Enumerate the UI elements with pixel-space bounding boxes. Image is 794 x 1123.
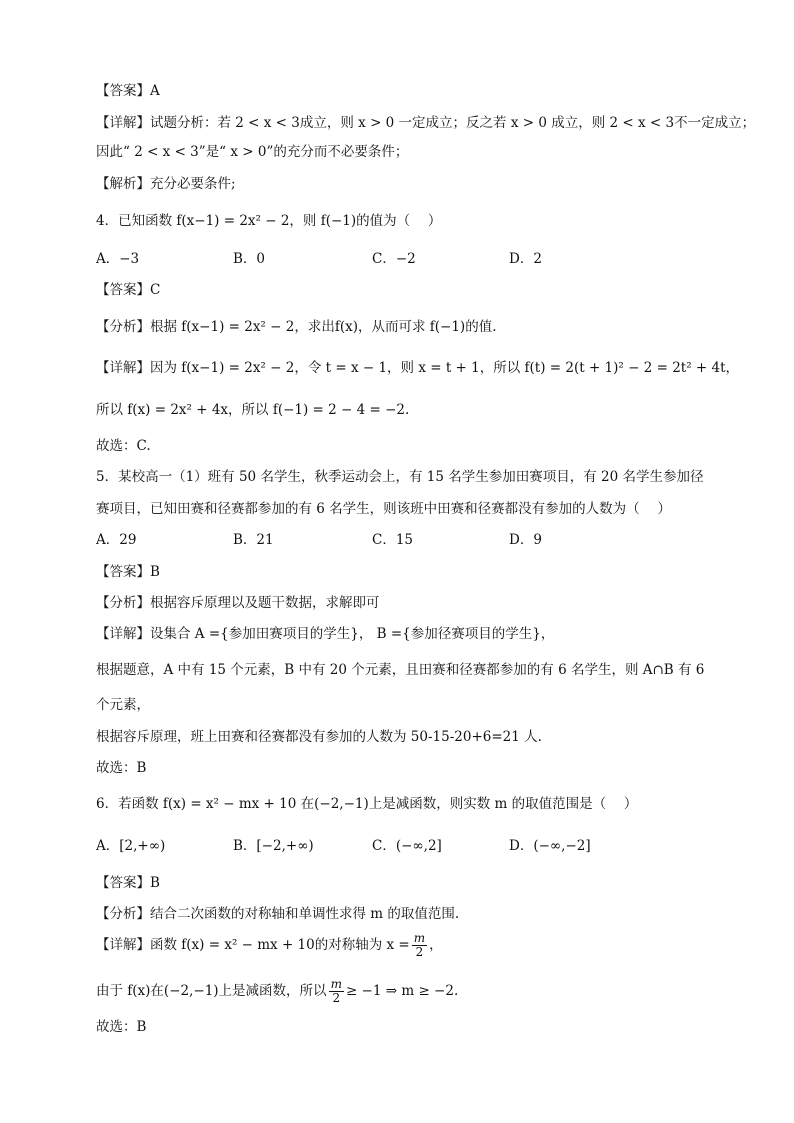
q6-answer: 【答案】B <box>96 875 160 891</box>
q6-option-a: A．[2,+∞) <box>96 838 166 854</box>
q4-option-c: C．−2 <box>372 251 416 267</box>
q6-detail-prefix: 【详解】函数 f(x) = x² − mx + 10的对称轴为 x = <box>96 937 410 953</box>
q4-analysis: 【分析】根据 f(x−1) = 2x² − 2，求出f(x)，从而可求 f(−1)的值. <box>96 319 497 335</box>
q6-analysis: 【分析】结合二次函数的对称轴和单调性求得 m 的取值范围. <box>96 906 460 922</box>
q3-detail-line-1: 【详解】试题分析：若 2 < x < 3成立，则 x > 0 一定成立；反之若 x > 0 成立，则 2 < x < 3不一定成立； <box>96 115 756 131</box>
q5-analysis: 【分析】根据容斥原理以及题干数据，求解即可 <box>96 595 380 611</box>
fraction-m-over-2 <box>412 932 427 959</box>
fraction-numerator: m <box>413 931 426 945</box>
q5-detail-line-3: 个元素， <box>96 697 150 713</box>
q3-detail-line-2: 因此“ 2 < x < 3”是“ x > 0”的充分而不必要条件； <box>96 144 409 160</box>
fraction-denominator: 2 <box>415 945 424 959</box>
q6-option-b: B．[−2,+∞) <box>233 838 314 854</box>
q6-detail2-suffix: ≥ −1 ⇒ m ≥ −2. <box>345 983 459 999</box>
q5-detail-line-4: 根据容斥原理，班上田赛和径赛都没有参加的人数为 50-15-20+6=21 人. <box>96 729 542 745</box>
q5-detail-line-2: 根据题意，A 中有 15 个元素，B 中有 20 个元素，且田赛和径赛都参加的有 6 名学生，则 A∩B 有 6 <box>96 662 705 678</box>
q6-option-c: C．(−∞,2] <box>372 838 442 854</box>
q4-detail-line-1: 【详解】因为 f(x−1) = 2x² − 2，令 t = x − 1，则 x = t + 1，所以 f(t) = 2(t + 1)² − 2 = 2t² + 4t， <box>96 360 740 376</box>
q4-option-a: A．−3 <box>96 251 140 267</box>
q4-choice: 故选：C. <box>96 438 151 454</box>
fraction-numerator: m <box>330 977 342 991</box>
q6-detail2-prefix: 由于 f(x)在(−2,−1)上是减函数，所以 <box>96 983 327 999</box>
q5-option-a: A．29 <box>96 532 137 548</box>
q5-stem-line-1: 5．某校高一（1）班有 50 名学生，秋季运动会上，有 15 名学生参加田赛项目，有 20 名学生参加径 <box>96 469 704 485</box>
q6-stem: 6．若函数 f(x) = x² − mx + 10 在(−2,−1)上是减函数，则实数 m 的取值范围是（ ） <box>96 796 638 812</box>
q5-answer: 【答案】B <box>96 564 160 580</box>
q5-option-c: C．15 <box>372 532 414 548</box>
q6-detail-line-1 <box>96 932 724 959</box>
q4-detail-line-2: 所以 f(x) = 2x² + 4x，所以 f(−1) = 2 − 4 = −2. <box>96 402 410 418</box>
q6-detail-suffix: ， <box>429 937 443 953</box>
fraction-m-over-2 <box>329 978 344 1005</box>
q5-detail-line-1: 【详解】设集合 A ={参加田赛项目的学生}， B ={参加径赛项目的学生}， <box>96 626 555 642</box>
q6-option-d: D．(−∞,−2] <box>509 838 591 854</box>
q5-stem-line-2: 赛项目，已知田赛和径赛都参加的有 6 名学生，则该班中田赛和径赛都没有参加的人数为（ ） <box>96 501 671 517</box>
q6-detail-line-2 <box>96 978 724 1005</box>
q4-option-b: B．0 <box>233 251 266 267</box>
q5-option-b: B．21 <box>233 532 274 548</box>
q3-analysis: 【解析】充分必要条件; <box>96 176 236 192</box>
q3-answer: 【答案】A <box>96 83 160 99</box>
q4-answer: 【答案】C <box>96 282 161 298</box>
q4-stem: 4．已知函数 f(x−1) = 2x² − 2，则 f(−1)的值为（ ） <box>96 213 442 229</box>
q5-option-d: D．9 <box>509 532 542 548</box>
q4-option-d: D．2 <box>509 251 542 267</box>
q6-choice: 故选：B <box>96 1019 147 1035</box>
fraction-denominator: 2 <box>332 991 341 1005</box>
q5-choice: 故选：B <box>96 760 147 776</box>
